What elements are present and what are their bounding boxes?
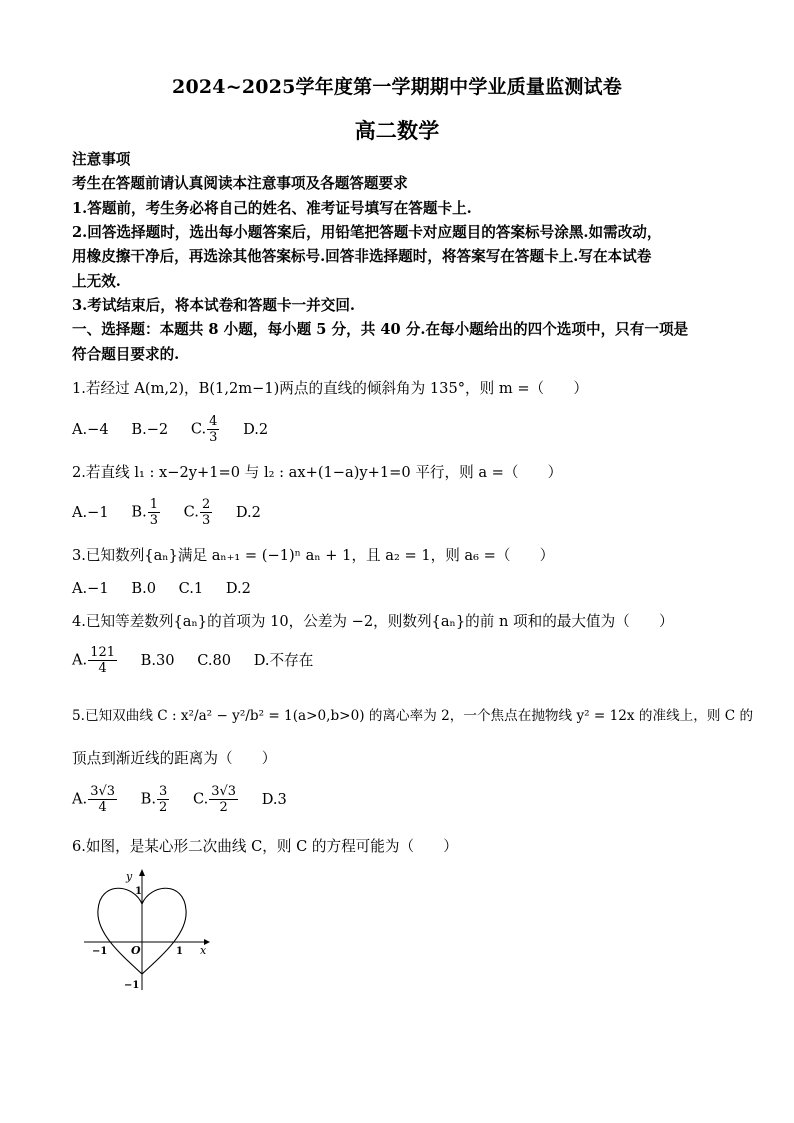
fraction-numerator: 3√3: [90, 784, 116, 799]
fraction-numerator: 3: [159, 784, 168, 799]
fraction-denominator: 3: [201, 513, 211, 528]
question-2-option-b: B. $\frac{1}{3}$: [131, 497, 158, 528]
exam-title: 2024~2025学年度第一学期期中学业质量监测试卷: [172, 76, 622, 98]
question-3-option-d: D.2: [225, 580, 251, 597]
y-tick-bottom: −1: [124, 980, 140, 991]
question-5-option-c: C. $\frac{3√3}{2}$: [192, 784, 237, 815]
heart-curve-figure: [82, 866, 212, 994]
fraction-denominator: 3: [209, 430, 218, 445]
fraction-denominator: 3: [149, 513, 158, 528]
y-tick-top: 1: [135, 886, 142, 897]
question-2-option-a: A.−1: [72, 503, 109, 521]
fraction-numerator: 1: [149, 497, 158, 512]
question-1-option-b: B.−2: [131, 420, 169, 438]
fraction-denominator: 4: [98, 800, 107, 815]
notice-item-2-line-1: 2.回答选择题时，选出每小题答案后，用铅笔把答题卡对应题目的答案标号涂黑.如需改动，: [72, 224, 662, 241]
question-3-option-a: A.−1: [72, 580, 109, 597]
exam-subject: 高二数学: [354, 118, 440, 143]
fraction-numerator: 121: [90, 645, 116, 660]
fraction-numerator: 2: [201, 497, 211, 512]
question-5-option-d: D.3: [261, 790, 287, 808]
question-4-options: [72, 645, 331, 676]
notice-item-3: 3.考试结束后，将本试卷和答题卡一并交回.: [72, 297, 356, 314]
notice-item-2-line-3: 上无效.: [72, 273, 121, 290]
y-axis-arrow: [139, 869, 145, 876]
section-1-line-2: 符合题目要求的.: [72, 346, 180, 363]
fraction-numerator: 3√3: [211, 784, 237, 799]
question-1-options: [72, 414, 286, 445]
question-1-option-d: D.2: [243, 420, 269, 438]
section-1-line-1: 一、选择题：本题共 8 小题，每小题 5 分，共 40 分.在每小题给出的四个选项中，只有一项是: [72, 321, 689, 338]
question-3-stem: 3.已知数列{aₙ}满足 aₙ₊₁ = (−1)ⁿ aₙ + 1，且 a₂ = 1，则 a₆ =（ ）: [72, 547, 555, 564]
question-2-stem: 2.若直线 l₁ : x−2y+1=0 与 l₂ : ax+(1−a)y+1=0 平行，则 a =（ ）: [72, 464, 563, 481]
question-4-stem: 4.已知等差数列{aₙ}的首项为 10，公差为 −2，则数列{aₙ}的前 n 项和的最大值为（ ）: [72, 613, 674, 630]
notice-intro: 考生在答题前请认真阅读本注意事项及各题答题要求: [72, 175, 408, 192]
question-1-stem: 1.若经过 A(m,2)，B(1,2m−1)两点的直线的倾斜角为 135°，则 m =（ ）: [72, 380, 588, 397]
question-5-options: [72, 784, 305, 815]
question-4-option-d: D.不存在: [253, 651, 314, 669]
question-1-option-c: C. $\frac{4}{3}$: [190, 414, 218, 445]
question-1-option-a: A.−4: [72, 420, 109, 438]
question-3-option-b: B.0: [131, 580, 156, 597]
question-2-option-c: C. $\frac{2}{3}$: [183, 497, 211, 528]
question-2-option-d: D.2: [235, 503, 261, 521]
fraction-numerator: 4: [209, 414, 218, 429]
question-4-option-b: B.30: [140, 651, 175, 669]
x-tick-right: 1: [176, 946, 183, 957]
x-tick-left: −1: [92, 946, 108, 957]
question-5-option-a: A. $\frac{3√3}{4}$: [72, 784, 116, 815]
question-5-option-b: B. $\frac{3}{2}$: [140, 784, 168, 815]
notice-item-2-line-2: 用橡皮擦干净后，再选涂其他答案标号.回答非选择题时，将答案写在答题卡上.写在本试卷: [72, 248, 652, 265]
question-5-stem-line-2: 顶点到渐近线的距离为（ ）: [72, 750, 277, 767]
x-axis-label: x: [200, 944, 207, 957]
question-6-stem: 6.如图，是某心形二次曲线 C，则 C 的方程可能为（ ）: [72, 838, 458, 855]
question-3-options: [72, 580, 269, 597]
question-4-option-a: A. $\frac{121}{4}$: [72, 645, 116, 676]
question-3-option-c: C.1: [178, 580, 204, 597]
notice-item-1: 1.答题前，考生务必将自己的姓名、准考证号填写在答题卡上.: [72, 200, 472, 217]
question-5-stem-line-1: 5.已知双曲线 C : x²/a² − y²/b² = 1(a>0,b>0) 的离心率为 2，一个焦点在抛物线 y² = 12x 的准线上，则 C 的: [72, 708, 754, 724]
origin-label: O: [131, 944, 141, 957]
y-axis-label: y: [126, 870, 133, 883]
notice-heading: 注意事项: [72, 151, 131, 168]
question-2-options: [72, 497, 279, 528]
question-4-option-c: C.80: [197, 651, 232, 669]
fraction-denominator: 2: [219, 800, 228, 815]
fraction-denominator: 4: [98, 661, 107, 676]
fraction-denominator: 2: [159, 800, 168, 815]
